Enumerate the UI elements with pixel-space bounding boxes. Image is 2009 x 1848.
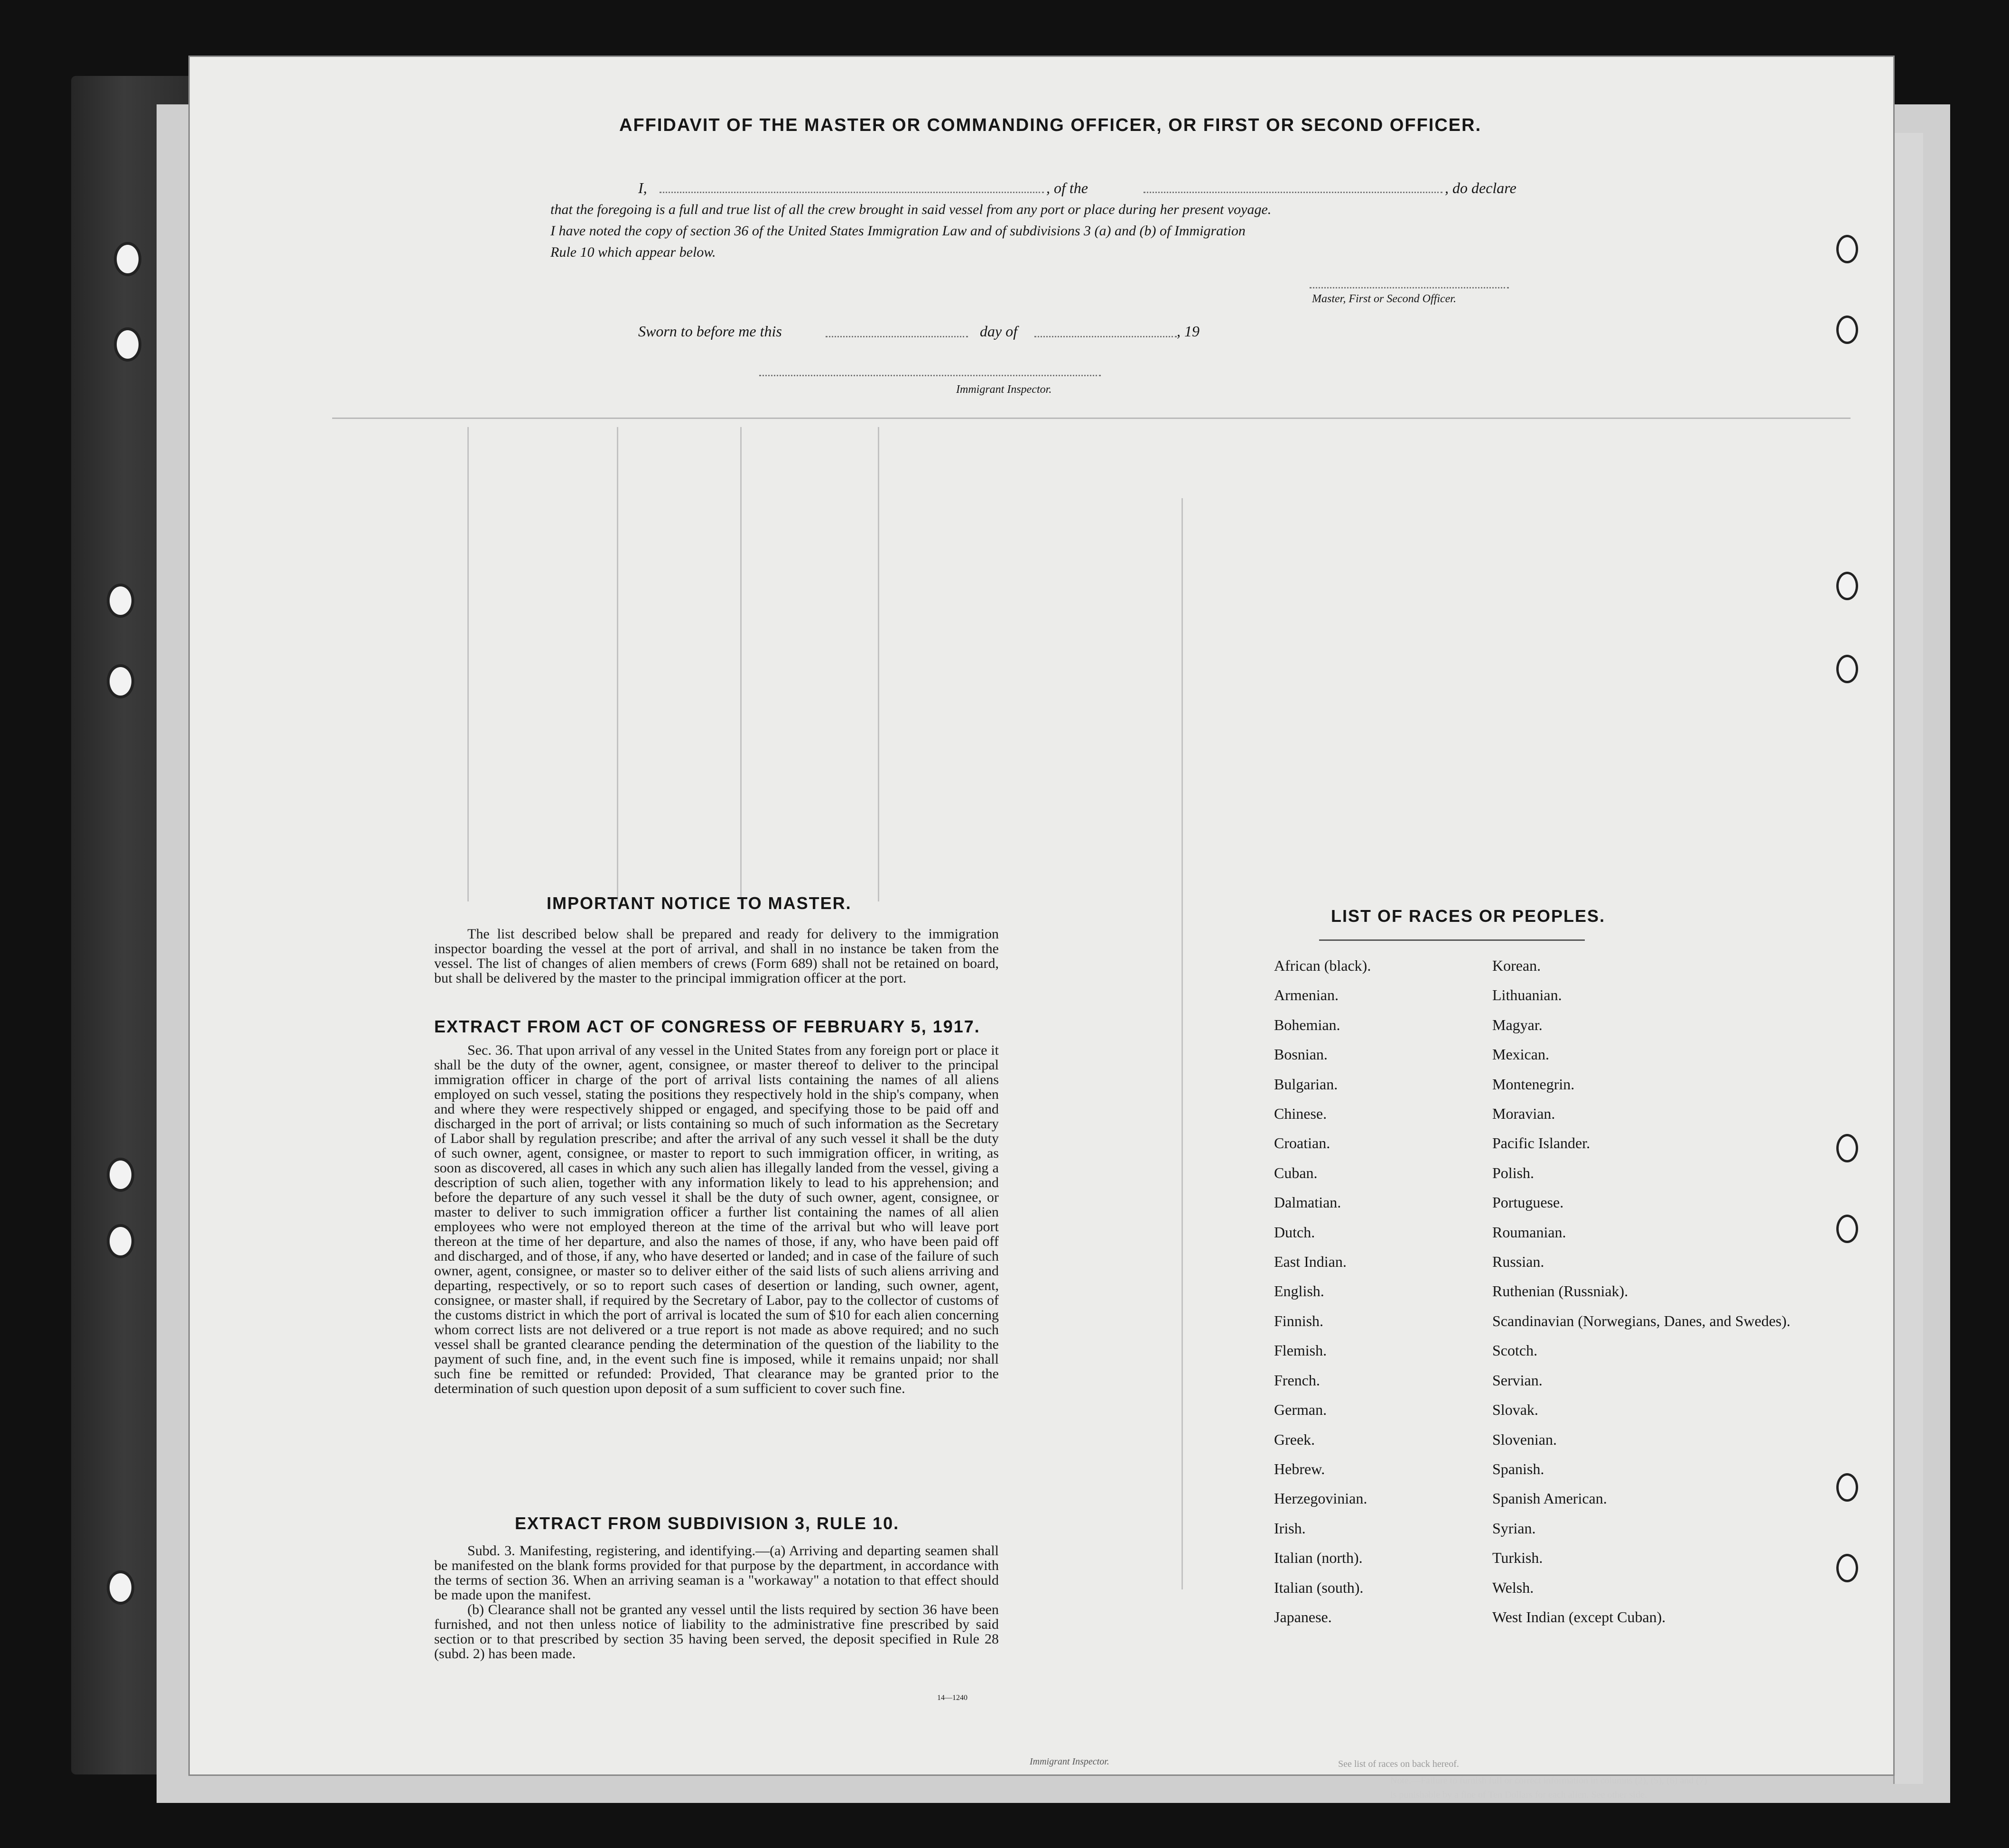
sworn-day-blank	[826, 336, 968, 337]
form-number: 14—1240	[937, 1694, 967, 1702]
punch-hole-left-6	[107, 1224, 134, 1258]
race-item: Pacific Islander.	[1492, 1134, 1590, 1152]
race-item: East Indian.	[1274, 1253, 1347, 1271]
vessel-blank	[1144, 192, 1442, 193]
races-rule	[1452, 939, 1585, 941]
race-item: Lithuanian.	[1492, 986, 1562, 1004]
day-of-text: day of	[980, 323, 1018, 340]
race-item: Scotch.	[1492, 1342, 1538, 1359]
races-title: LIST OF RACES OR PEOPLES.	[1331, 906, 1606, 926]
master-signature-blank	[1310, 287, 1509, 288]
punch-hole-right-2	[1836, 316, 1858, 344]
punch-hole-right-5	[1836, 1134, 1858, 1162]
punch-hole-left-2	[114, 327, 141, 362]
race-item: Slovenian.	[1492, 1430, 1557, 1448]
race-item: Italian (south).	[1274, 1579, 1364, 1596]
race-item: Dutch.	[1274, 1223, 1315, 1241]
race-item: Bosnian.	[1274, 1046, 1328, 1063]
race-item: Hebrew.	[1274, 1460, 1325, 1477]
rule-paragraph-b: (b) Clearance shall not be granted any vessel until the lists required by section 36 have been furnished, and not then unless notice of liability to the administrative fine prescribed by said section or to that prescribed by section 35 having been served, the deposit specified in Rule 28 (subd. 2) has been made.	[434, 1602, 999, 1662]
affidavit-line1-end: , do declare	[1445, 179, 1516, 196]
ghost-column-line	[740, 427, 742, 901]
ghost-column-line	[617, 427, 618, 901]
races-column-2	[1492, 951, 1790, 1632]
race-item: Finnish.	[1274, 1312, 1324, 1329]
bleed-inspector: Immigrant Inspector.	[1030, 1756, 1109, 1767]
race-item: Slovak.	[1492, 1401, 1538, 1419]
punch-hole-left-5	[107, 1158, 134, 1192]
punch-hole-left-3	[107, 584, 134, 618]
sworn-month-blank	[1034, 336, 1177, 337]
race-item: Magyar.	[1492, 1016, 1543, 1033]
notice-paragraph: The list described below shall be prepared and ready for delivery to the immigration inspector boarding the vessel at the port of arrival, and shall in no instance be taken from the vessel. The list of changes of alien members of crews (Form 689) shall not be retained on board, but shall be delivered by the master to the principal immigration officer at the port.	[434, 926, 999, 986]
ghost-column-line	[878, 427, 879, 901]
races-column-1	[1274, 951, 1371, 1632]
races-rule	[1319, 939, 1457, 941]
punch-hole-left-4	[107, 664, 134, 698]
race-item: Greek.	[1274, 1430, 1315, 1448]
race-item: Korean.	[1492, 957, 1541, 974]
race-item: West Indian (except Cuban).	[1492, 1608, 1666, 1625]
race-item: French.	[1274, 1371, 1320, 1389]
notice-title: IMPORTANT NOTICE TO MASTER.	[547, 893, 852, 913]
race-item: Mexican.	[1492, 1046, 1549, 1063]
act-extract-paragraph: Sec. 36. That upon arrival of any vessel in the United States from any foreign port or place it shall be the duty of the owner, agent, consignee, or master thereof to deliver to the principal immigration officer in charge of the port of arrival lists containing the names of all aliens employed on such vessel, stating the positions they respectively hold in the ship's company, when and where they were respectively shipped or engaged, and specifying those to be paid off and discharged in the port of arrival; or lists containing so much of such information as the Secretary of Labor shall by regulation prescribe; and after the arrival of any such vessel it shall be the duty of such owner, agent, consignee, or master to report to such immigration officer, in writing, as soon as discovered, all cases in which any such alien has illegally landed from the vessel, giving a description of such alien, together with any information likely to lead to his apprehension; and before the departure of any such vessel it shall be the duty of such owner, agent, consignee, or master to deliver to such immigration officer a further list containing the names of all alien employees who were not employed thereon at the time of the arrival but who will leave port thereon at the time of her departure, and also the names of those, if any, who have been paid off and discharged, and of those, if any, who have deserted or landed; and in case of the failure of such owner, agent, consignee, or master so to deliver either of the said lists of such aliens arriving and departing, respectively, or so to report such cases of desertion or landing, such owner, agent, consignee, or master shall, if required by the Secretary of Labor, pay to the collector of customs of the customs district in which the port of arrival is located the sum of $10 for each alien concerning whom correct lists are not delivered or a true report is not made as above required; and no such vessel shall be granted clearance pending the determination of the question of the liability to the payment of such fine, and, in the event such fine is imposed, while it remains unpaid; nor shall such fine be remitted or refunded: Provided, That clearance may be granted prior to the determination of such question upon deposit of a sum sufficient to cover such fine.	[434, 1042, 999, 1396]
race-item: Moravian.	[1492, 1105, 1555, 1123]
sheet-edge	[1893, 133, 1923, 1784]
race-item: Flemish.	[1274, 1342, 1327, 1359]
race-item: Cuban.	[1274, 1164, 1318, 1181]
race-item: Syrian.	[1492, 1519, 1536, 1537]
bleed-races-note: See list of races on back hereof.	[1338, 1759, 1459, 1769]
race-item: Chinese.	[1274, 1105, 1327, 1123]
punch-hole-right-8	[1836, 1554, 1858, 1582]
race-item: Croatian.	[1274, 1134, 1330, 1152]
sworn-text: Sworn to before me this	[638, 323, 782, 340]
race-item: Spanish.	[1492, 1460, 1544, 1477]
race-item: Scandinavian (Norwegians, Danes, and Swedes).	[1492, 1312, 1791, 1329]
ghost-row-line	[332, 418, 1851, 419]
rule-extract-title: EXTRACT FROM SUBDIVISION 3, RULE 10.	[515, 1514, 900, 1533]
bleed-note-line1: Note.—Failure to furnish full or correct information in columns (2), (5), (6) and (7)	[1390, 1775, 1707, 1786]
race-item: Portuguese.	[1492, 1194, 1564, 1211]
punch-hole-right-1	[1836, 235, 1858, 263]
year-text: , 19	[1177, 323, 1200, 340]
race-item: Bohemian.	[1274, 1016, 1340, 1033]
race-item: Russian.	[1492, 1253, 1544, 1271]
affidavit-title: AFFIDAVIT OF THE MASTER OR COMMANDING OFFICER, OR FIRST OR SECOND OFFICER.	[619, 115, 1482, 135]
punch-hole-right-4	[1836, 655, 1858, 683]
act-extract-title: EXTRACT FROM ACT OF CONGRESS OF FEBRUARY 5, 1917.	[434, 1017, 980, 1036]
race-item: Italian (north).	[1274, 1549, 1363, 1567]
inspector-caption: Immigrant Inspector.	[956, 383, 1052, 396]
race-item: Japanese.	[1274, 1608, 1332, 1625]
race-item: Armenian.	[1274, 986, 1339, 1004]
affidavit-line2: that the foregoing is a full and true list of all the crew brought in said vessel from any port or place during her present voyage.	[550, 202, 1272, 217]
ghost-column-line	[1181, 498, 1183, 1589]
race-item: Irish.	[1274, 1519, 1306, 1537]
race-item: English.	[1274, 1282, 1324, 1300]
race-item: African (black).	[1274, 957, 1371, 974]
affidavit-line1-start: I,	[638, 179, 647, 196]
act-extract-block	[434, 1043, 999, 1396]
race-item: Ruthenian (Russniak).	[1492, 1282, 1628, 1300]
affidavit-line3: I have noted the copy of section 36 of the United States Immigration Law and of subdivisions 3 (a) and (b) of Immigration	[550, 223, 1246, 239]
rule-extract-block	[434, 1543, 999, 1661]
affidavit-line1-mid: , of the	[1046, 179, 1088, 196]
race-item: Welsh.	[1492, 1579, 1534, 1596]
punch-hole-right-6	[1836, 1215, 1858, 1243]
race-item: Roumanian.	[1492, 1223, 1566, 1241]
rule-paragraph-a: Subd. 3. Manifesting, registering, and identifying.—(a) Arriving and departing seamen shall be manifested on the blank forms provided for that purpose by the department, in accordance with the terms of section 36. When an arriving seaman is a "workaway" a notation to that effect should be made upon the manifest.	[434, 1543, 999, 1603]
master-caption: Master, First or Second Officer.	[1312, 293, 1456, 305]
race-item: Polish.	[1492, 1164, 1535, 1181]
notice-text-block	[434, 927, 999, 985]
punch-hole-right-3	[1836, 572, 1858, 600]
race-item: Servian.	[1492, 1371, 1543, 1389]
race-item: Montenegrin.	[1492, 1075, 1575, 1093]
inspector-signature-blank	[759, 375, 1101, 376]
race-item: Turkish.	[1492, 1549, 1543, 1567]
punch-hole-left-1	[114, 242, 141, 276]
race-item: Dalmatian.	[1274, 1194, 1341, 1211]
ghost-column-line	[467, 427, 469, 901]
race-item: Bulgarian.	[1274, 1075, 1338, 1093]
name-blank	[660, 192, 1044, 193]
race-item: Spanish American.	[1492, 1490, 1607, 1507]
race-item: German.	[1274, 1401, 1327, 1419]
punch-hole-right-7	[1836, 1473, 1858, 1502]
bleed-note-line2: is punishable by a fine of Ten Dollars for each alien. See other side.	[1390, 1790, 1647, 1800]
punch-hole-left-7	[107, 1570, 134, 1605]
affidavit-line4: Rule 10 which appear below.	[550, 244, 716, 260]
race-item: Herzegovinian.	[1274, 1490, 1367, 1507]
